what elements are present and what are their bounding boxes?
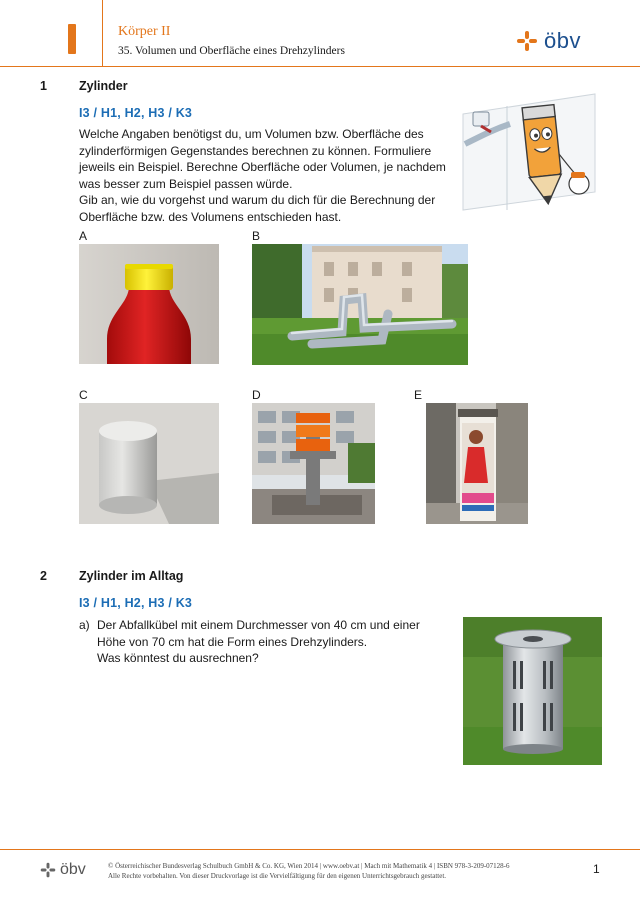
footer-logo: [40, 861, 86, 879]
photo-concrete-cylinder: [79, 403, 219, 524]
oebv-star-icon: [40, 862, 56, 878]
text-line: zylinderförmigen Gegenstandes berechnen zu können. Formuliere: [79, 143, 432, 158]
photo-pipes-sculpture: [252, 244, 468, 365]
task-title: Zylinder im Alltag: [79, 569, 184, 583]
copyright-notice: [108, 861, 510, 881]
competency-codes: I3 / H1, H2, H3 / K3: [79, 106, 193, 120]
image-label-e: E: [414, 388, 423, 402]
header-divider: [102, 0, 103, 66]
page-number: 1: [593, 862, 600, 876]
text-line: Oberfläche bzw. des Volumens entschieden hast.: [79, 209, 342, 224]
task-number: 1: [40, 79, 47, 93]
pencil-mascot-illustration: [455, 84, 603, 214]
oebv-star-icon: [516, 30, 538, 52]
task-number: 2: [40, 569, 47, 583]
photo-bottle: [79, 244, 219, 364]
text-line: Höhe von 70 cm hat die Form eines Drehzylinders.: [97, 634, 368, 649]
task-title: Zylinder: [79, 79, 128, 93]
footer-logo-text: öbv: [60, 861, 86, 878]
photo-orange-column: [252, 403, 375, 524]
copyright-line: © Österreichischer Bundesverlag Schulbuch GmbH & Co. KG, Wien 2014 | www.oebv.at | Mach mit Mathematik 4 | ISBN 978-3-209-07128-6: [108, 862, 510, 870]
image-label-a: A: [79, 229, 88, 243]
footer-rule: [0, 849, 640, 850]
chapter-title: Körper II: [118, 24, 171, 39]
text-line: was besser zum Beispiel passen würde.: [79, 176, 293, 191]
text-line: Was könntest du ausrechnen?: [97, 651, 259, 665]
copyright-line: Alle Rechte vorbehalten. Von dieser Druckvorlage ist die Vervielfältigung für den eigenen Unterrichtsgebrauch gestattet.: [108, 872, 447, 880]
chapter-marker: [68, 24, 76, 54]
photo-advertising-column: [426, 403, 528, 524]
photo-trash-bin: [463, 617, 602, 765]
publisher-logo: [516, 28, 581, 54]
subtask-label: a): [79, 618, 90, 632]
page-subtitle: 35. Volumen und Oberfläche eines Drehzylinders: [118, 45, 345, 57]
text-line: jeweils ein Beispiel. Berechne Oberfläche oder Volumen, je nachdem: [79, 160, 446, 174]
image-label-d: D: [252, 388, 261, 402]
image-label-b: B: [252, 229, 261, 243]
header-rule: [0, 66, 640, 67]
task-text: [79, 126, 446, 225]
logo-text: öbv: [544, 28, 581, 53]
competency-codes: I3 / H1, H2, H3 / K3: [79, 596, 193, 610]
subtask-text: [97, 617, 420, 667]
image-label-c: C: [79, 388, 88, 402]
text-line: Der Abfallkübel mit einem Durchmesser von 40 cm und einer: [97, 618, 420, 632]
text-line: Welche Angaben benötigst du, um Volumen bzw. Oberfläche des: [79, 127, 424, 141]
text-line: Gib an, wie du vorgehst und warum du dich für die Berechnung der: [79, 193, 436, 207]
